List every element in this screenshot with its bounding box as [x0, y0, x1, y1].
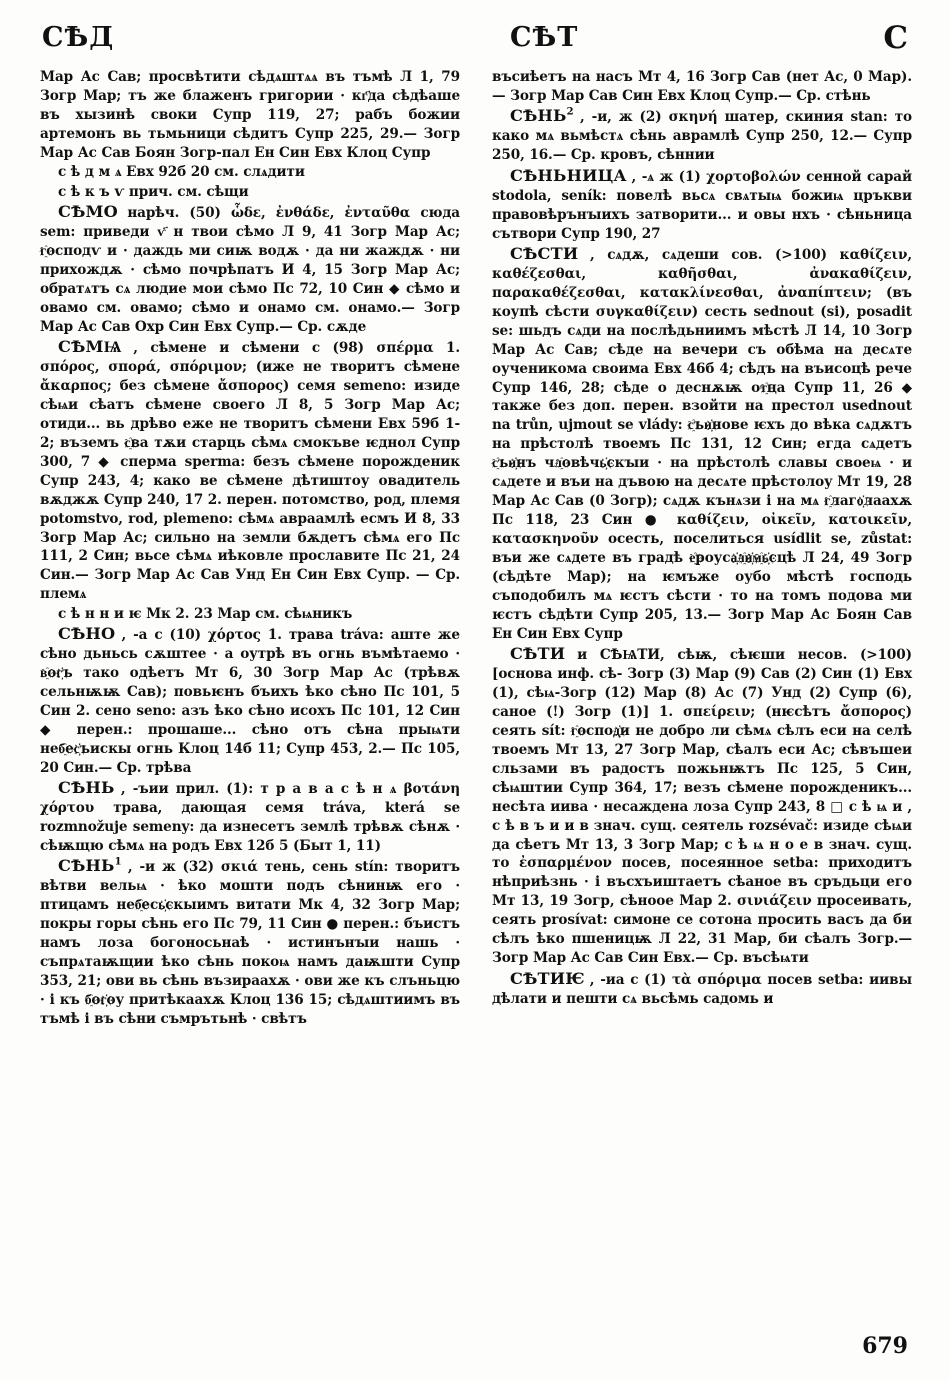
homonym-index: 1 [114, 857, 122, 869]
entry-text: с ѣ н н и ѥ Мк 2. 23 Мар см. сѣѩникъ [58, 605, 353, 622]
page-header [0, 22, 950, 62]
entry-text: Мар Ас Сав; просвѣтити сѣдѧштѧѧ въ тъмѣ Л 1, 79 Зогр Мар; тъ же блаженъ григории · кг҃да сѣдѣаше въ хызинѣ своки Супр 119, 27; рабъ божии артемонъ вь тьмьници сѣдитъ Супр 225, 29.— Зогр Мар Ас Сав Боян Зогр-пал Ен Син Евх Клоц Супр [40, 69, 460, 161]
entry-cross-reference [40, 163, 460, 182]
entry-sesti [492, 244, 912, 644]
headword [510, 106, 574, 125]
entry-text: , -а с (10) χόρτος 1. трава tráva: аште же сѣно дьньсь сѫштее · а оутрѣ въ огнь въмѣтаемо · в҈ог҉ъ тако одѣетъ Мт 6, 30 Зогр Мар Ас (трѣвѫ сельнѭѭ Сав); повьѥнъ бъихъ ѣко сѣно Пс 101, 5 Син 2. сено seno: азъ ѣко сѣно исохъ Пс 101, 12 Син ◆ перен.: прошаше... сѣно отъ сѣна прыѩти неб҈ес҉ъискы огнь Клоц 14б 11; Супр 453, 2.— Пс 105, 20 Син.— Ср. трѣва [40, 627, 460, 776]
page-number: 679 [862, 1333, 908, 1359]
entry-seno [40, 624, 460, 778]
entry-senx-1 [40, 856, 460, 1028]
headword-text: СѢНЬ [510, 106, 567, 126]
homonym-index: 2 [566, 106, 574, 118]
two-column-body [40, 68, 912, 1318]
entry-text: , сѣмене и сѣмени с (98) σπέρμα 1. σπόρος, σπορά, σπόριμον; (иже не творитъ сѣмене ἄκαρπος; без сѣмене ἄσπορος) семя semeno: изиде сѣѩи сѣатъ сѣмене своего Л 8, 5 Зогр Мар Ас; отиди... вь дрѣво еже не творитъ сѣмени Евх 59б 1-2; въземъ с҈ва тѫи старць сѣмѧ смокъве ѥднол Супр 300, 7 ◆ сперма sperma: безъ сѣмене порожденик Супр 243, 4; како ве сѣмене дѣтиштоу овадитель вѫджѫ Супр 240, 17 2. перен. потомство, род, племя potomstvo, rod, plemeno: сѣмѧ авраамлѣ есмъ И 8, 33 Зогр Мар Ас; сильно на земли бѫдетъ сѣмѧ его Пс 111, 2 Син; вьсе сѣмѧ иѣковле прославите Пс 21, 24 Син.— Зогр Мар Ас Сав Унд Ен Син Евх Супр. — Ср. племѧ [40, 340, 460, 603]
entry-text: нарѣч. (50) ὧδε, ἐνθάδε, ἐνταῦθα сюда sem: приведи ѵ҃ н твои сѣмо Л 9, 41 Зогр Мар Ас; г҈осподѵ и · даждь ми сиѭ водѫ · да ни жаждѫ · ни прихождѫ · сѣмо почрѣпатъ И 4, 15 Зогр Мар Ас; обратѧтъ сѧ людие мои сѣмо Пс 72, 10 Син ◆ сѣмо и овамо см. овамо; сѣмо и онамо см. онамо.— Зогр Мар Ас Сав Охр Син Евх Супр.— Ср. сѫде [40, 205, 460, 335]
entry-setie [492, 969, 912, 1009]
entry-text: с ѣ д м ѧ Евх 92б 20 см. слѧдити [58, 164, 305, 181]
running-head-left: СѢД [42, 22, 115, 53]
entry-cross-reference [40, 605, 460, 624]
headword: СѢТИ [510, 644, 566, 664]
headword: СѢТИѤ [510, 968, 585, 988]
entry-text: , -ѧ ж (1) χορτοβολών сенной сарай stodola, seník: повелѣ вьсѧ свѧтыѩ божиѩ цръкви правовѣрънꙑихъ затворити... и овы нхъ · сѣньница сътвори Супр 190, 27 [492, 168, 912, 242]
entry-text: и СѢѨТИ, сѣѭ, сѣѥши несов. (>100) [основа инф. сѣ- Зогр (3) Мар (9) Сав (2) Син (1) Евх (1), сѣѩ-Зогр (12) Мар (8) Ас (7) Унд (2) Супр (6), саное (!) Зогр (1)] 1. σπείρειν; (нѥсѣтъ ἄσπορος) сеять sít: г҈оспод҉и не добро ли сѣмѧ сѣлъ еси на селѣ твоемъ Мт 13, 27 Зогр Мар, сѣалъ еси Ас; сѣвъшеи сльзами въ радостъ пожьнѭтъ Пс 125, 5 Син, сѣѩштии Супр 364, 17; везъ сѣмене порожденикъ... несѣта иива · несаждена лоза Супр 243, 8 □ с ѣ ѩ и , с ѣ в ъ и и в знач. сущ. сеятель rozsévač: изиде сѣѩи да сѣетъ Мт 13, 3 Зогр Мар; с ѣ ѩ н о е в знач. сущ. то ἐσπαρμένον посев, посеянное setba: приходитъ нѣприѣзнь · і въсхъиштаетъ сѣаное въ сръдьци его Мт 13, 19 Зогр, сѣноое Мар 2. σινιάζειν просеивать, сеять prosívat: симоне се сотона просить васъ да би сѣлъ ѣко пшеницѭ Л 22, 31 Мар, би сѣалъ Зогр.— Зогр Мар Ас Сав Син Евх.— Ср. въсѣѩти [492, 647, 912, 967]
headword: СѢСТИ [510, 243, 579, 263]
headword-text: СѢНЬ [58, 856, 115, 876]
entry-senx-2 [492, 106, 912, 165]
entry-text: , сѧдѫ, сѧдеши сов. (>100) καθίζειν, καθέζεσθαι, καθῆσθαι, ἀνακαθίζειν, παρακαθέζεσθαι, κατακλίνεσθαι, ἀναπίπτειν; (въ коупѣ сѣсти συγκαθίζειν) сесть sednout (si), posadit se: шьдъ сѧди на послѣдьниимъ мѣстѣ Л 14, 10 Зогр Мар Ас Сав; сѣде на вечери съ обѣма на десѧте оученикома своима Евх 46б 4; сѣдъ на въисоцѣ рече Супр 146, 28; сѣде о деснѫѭ от҈ца Супр 11, 26 ◆ также без доп. перен. взойти на престол usednout na trůn, ujmout se vlády: с҈ъи҉нове ѥхъ до вѣка сѧдѫтъ на прѣстолѣ твоемъ Пс 131, 12 Син; егда сѧдетъ с҈ъи҉нъ чл҈овѣчь҉скꙑи · на прѣстолѣ славы своеѩ · и сѧдете и въи на дъвою на десѧте прѣстолоу Мт 19, 28 Мар Ас Сав (0 Зогр); сѧдѫ кънѧзи і на мѧ г҈лаго҉лаахѫ Пс 118, 23 Син ● καθίζειν, οἰκεῖν, κατοικεῖν, κατασκηνοῦν осесть, поселиться usídlit se, zůstat: въи же сѧдете въ градѣ е҈роуса҉л҈и҉м҈ь҉сцѣ Л 24, 49 Зогр (сѣдѣте Мар); на ѥмъже оубо мѣстѣ господь съподобилъ мѧ ѥстъ сѣсти · то на томъ подова ми ѥстъ сѣдѣти Супр 205, 13.— Зогр Мар Ас Боян Сав Ен Син Евх Супр [492, 246, 912, 642]
entry-senx-adj [40, 778, 460, 856]
headword: СѢМО [58, 202, 118, 222]
entry-sennica [492, 166, 912, 244]
headword: СѢНО [58, 624, 116, 644]
entry-continuation [492, 68, 912, 106]
right-column [492, 68, 912, 1318]
headword: СѢНЬ [58, 778, 115, 798]
entry-cross-reference [40, 183, 460, 202]
entry-text: , -ъии прил. (1): т р а в а с ѣ н ѧ βοτάνη χόρτου трава, дающая семя tráva, která se rozmnožuje semeny: да изнесетъ землѣ трѣвѫ сѣнѫ · сѣѭщю сѣмѧ на родъ Евх 12б 5 (Быт 1, 11) [40, 781, 460, 854]
section-letter: С [883, 20, 908, 56]
entry-text: , -и ж (32) σκιά тень, сень stín: творитъ вѣтви вельѩ · ѣко мошти подъ сѣнинѭ его · птицамъ неб҈есь҉скыимъ витати Мк 4, 32 Зогр Мар; покры горы сѣнь его Пс 79, 11 Син ● перен.: бъистъ намъ лоза богоносьнаѣ · истинънꙑи нашь · съпрѧтаѭщии ѣко сѣнь покоѩ намъ даѭшти Супр 353, 21; ови вь сѣнь възираахѫ · ови же къ слъньцю · і къ б҈ог҉оу притѣкаахѫ Клоц 136 15; сѣдѧштиимъ въ тъмѣ і въ сѣни съмрътьнѣ · свѣтъ [40, 859, 460, 1027]
entry-semia [40, 337, 460, 604]
headword: СѢНЬНИЦА [510, 165, 627, 185]
entry-text: въсиѣетъ на насъ Мт 4, 16 Зогр Сав (нет Ас, 0 Мар).— Зогр Мар Сав Син Евх Клоц Супр.— Ср. стѣнь [492, 69, 912, 104]
entry-seti [492, 644, 912, 968]
running-head-center: СѢТ [510, 22, 579, 53]
left-column [40, 68, 460, 1318]
headword [58, 856, 122, 875]
headword: СѢМѨ [58, 337, 122, 357]
entry-semo [40, 202, 460, 337]
entry-text: с ѣ к ъ ѵ прич. см. сѣщи [58, 183, 249, 200]
entry-continuation [40, 68, 460, 163]
entry-text: , -и, ж (2) σκηνή шатер, скиния stan: то како мѧ вьмѣстѧ сѣнь аврамлѣ Супр 250, 12.— Супр 250, 16.— Ср. кровъ, сѣннии [492, 109, 912, 164]
entry-text: , -иа с (1) τὰ σπόριμα посев setba: иивы дѣлати и пешти сѧ вьсѣмь садомь и [492, 971, 912, 1007]
